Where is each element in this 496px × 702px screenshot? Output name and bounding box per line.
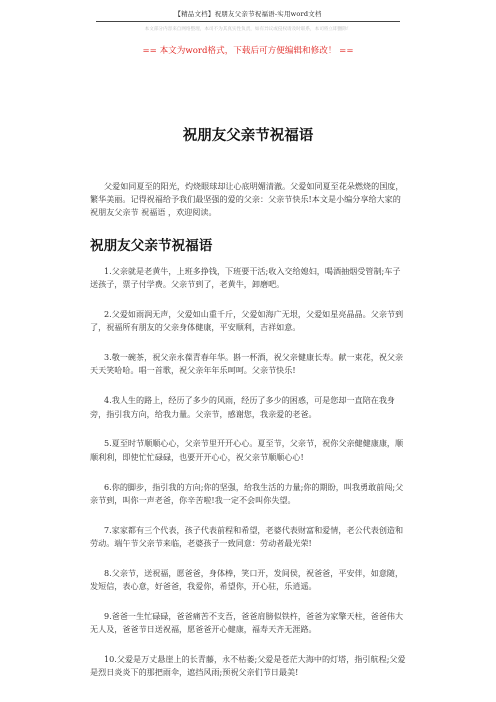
- document-header: 【精品文档】祝朋友父亲节祝福语-实用word文档: [174, 10, 322, 18]
- list-item: [90, 265, 406, 291]
- list-item-text: 10.父爱是万丈悬崖上的长青藤，永不枯萎;父爱是苍茫大海中的灯塔，指引航程;父爱是烈日炎炎下的那把雨伞，遮挡风雨;预祝父亲们节日最美!: [90, 653, 406, 678]
- document-title: 祝朋友父亲节祝福语: [182, 127, 314, 144]
- intro-paragraph: [90, 180, 404, 220]
- list-item: [90, 351, 406, 377]
- list-item-text: 4.我人生的路上，经历了多少的风雨，经历了多少的困惑，可是您却一直陪在我身旁，指引我方向，给我力量。父亲节，感谢您，我亲爱的老爸。: [90, 395, 396, 419]
- list-item-text: 6.你的脚步，指引我的方向;你的坚强，给我生活的力量;你的期盼，叫我勇敢前闯;父亲节到，叫你一声老爸，你辛苦啦!我一定不会叫你失望。: [90, 481, 404, 505]
- list-item: [90, 308, 406, 334]
- list-item: [90, 524, 406, 550]
- list-item-text: 5.夏至时节顺顺心心，父亲节里开开心心。夏至节，父亲节，祝你父亲健健康康，顺顺利利，即使忙忙碌碌，也要开开心心，祝父亲节顺顺心心!: [90, 438, 404, 462]
- list-item: [90, 567, 406, 593]
- list-item-text: 1.父亲就是老黄牛，上班多挣钱，下班要干活;收入交给媳妇，喝酒抽烟受管制;车子送孩子，票子付学费。父亲节到了，老黄牛，卸磨吧。: [90, 266, 401, 290]
- disclaimer-text: 本文部分内容来自网络整理，本司不为其真实性负责，如有异议或侵权请及时联系，本司将立即删除！: [144, 27, 352, 32]
- list-item: [90, 653, 406, 679]
- list-item-text: 7.家家都有三个代表，孩子代表前程和希望，老婆代表财富和爱情，老公代表创造和劳动。端午节父亲节来临，老婆孩子一致同意：劳动者最光荣!: [90, 524, 404, 548]
- header-divider: [96, 21, 400, 22]
- list-item: [90, 610, 406, 636]
- list-item-text: 9.爸爸一生忙碌碌，爸爸痛苦不支吾，爸爸肩膀似铁杵，爸爸为家擎天柱，爸爸伟大无人及，爸爸节日送祝福，愿爸爸开心健康，福寿天齐无涯路。: [90, 610, 404, 634]
- edit-notice: == 本文为word格式，下载后可方便编辑和修改！ ==: [142, 46, 354, 56]
- list-item: [90, 394, 406, 420]
- list-item-text: 8.父亲节，送祝福，愿爸爸，身体棒，笑口开，发间侯，祝爸爸，平安伴，如意随，发短信，表心意，好爸爸，我爱你，希望你，开心驻，乐逍遥。: [90, 567, 404, 591]
- intro-text: 父爱如同夏至的阳光，灼烧眼球却让心底明媚清澈。父爱如同夏至花朵燃烧的国度，繁华美丽。记得祝福给予我们最坚强的爱的父亲：父亲节快乐!本文是小编分享给大家的祝朋友父亲节 祝福语 ，欢迎阅读。: [90, 181, 404, 218]
- list-item: [90, 481, 406, 507]
- section-title: 祝朋友父亲节祝福语: [90, 238, 213, 254]
- list-item: [90, 437, 406, 463]
- list-item-text: 2.父爱如雨润无声，父爱如山重千斤，父爱如海广无垠，父爱如星亮晶晶。父亲节到了，祝福所有朋友的父亲身体健康，平安顺利，吉祥如意。: [90, 309, 404, 333]
- list-item-text: 3.敬一碗茶，祝父亲永葆青春年华。斟一杯酒，祝父亲健康长寿。献一束花，祝父亲天天笑哈哈。唱一首歌，祝父亲年年乐呵呵。父亲节快乐!: [90, 352, 404, 376]
